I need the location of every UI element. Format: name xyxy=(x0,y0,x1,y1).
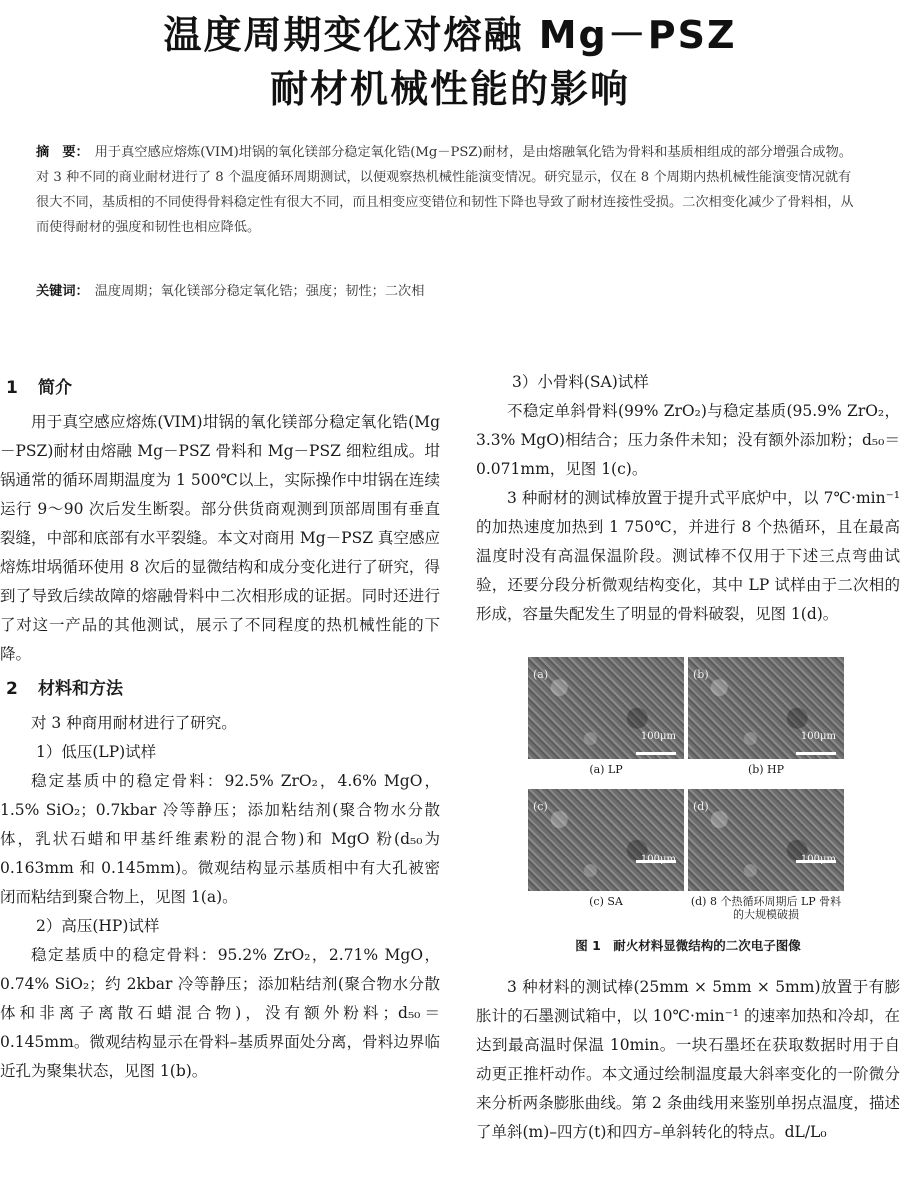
test-paragraph: 3 种耐材的测试棒放置于提升式平底炉中，以 7℃·min⁻¹ 的加热速度加热到 1 750℃，并进行 8 个热循环，且在最高温度时没有高温保温阶段。测试棒不仅用于下述三点弯曲试验，还要分段分析微观结构变化，其中 LP 试样由于二次相的形成，容量失配发生了明显的骨料破裂，见图 1(d)。 xyxy=(476,489,900,623)
micrograph-b xyxy=(688,657,844,759)
title-line-1: 温度周期变化对熔融 Mg－PSZ xyxy=(163,13,737,57)
lp-heading: 1）低压(LP)试样 xyxy=(36,743,157,761)
keywords-text: 温度周期；氧化镁部分稳定氧化锆；强度；韧性；二次相 xyxy=(94,284,425,299)
intro-paragraph: 用于真空感应熔炼(VIM)坩锅的氧化镁部分稳定氧化锆(Mg－PSZ)耐材由熔融 Mg－PSZ 骨料和 Mg－PSZ 细粒组成。坩锅通常的循环周期温度为 1 500℃以上，实际操作中坩锅在连续运行 9～90 次后发生断裂。部分供货商观测到顶部周围有垂直裂缝，中部和底部有水平裂缝。本文对商用 Mg－PSZ 真空感应熔炼坩埚循环使用 8 次后的显微结构和成分变化进行了研究，得到了导致后续故障的熔融骨料中二次相形成的证据。同时还进行了对这一产品的其他测试，展示了不同程度的热机械性能的下降。 xyxy=(0,413,440,663)
micrograph-d xyxy=(688,789,844,891)
section-1-title: 简介 xyxy=(38,378,72,398)
title-line-2: 耐材机械性能的影响 xyxy=(269,67,630,111)
keywords xyxy=(36,280,864,304)
dilatometer-paragraph: 3 种材料的测试棒(25mm × 5mm × 5mm)放置于有膨胀计的石墨测试箱中，以 10℃·min⁻¹ 的速率加热和冷却，在达到最高温时保温 10min。一块石墨坯在获取数据时用于自动更正推杆动作。本文通过绘制温度最大斜率变化的一阶微分来分析两条膨胀曲线。第 2 条曲线用来鉴别单拐点温度，描述了单斜(m)–四方(t)和四方–单斜转化的特点。dL/L₀ xyxy=(476,978,900,1141)
caption-c: (c) SA xyxy=(589,895,623,908)
figure-caption: 图 1 耐火材料显微结构的二次电子图像 xyxy=(575,938,801,953)
abstract xyxy=(36,140,864,240)
left-column xyxy=(0,368,440,1086)
section-2-heading xyxy=(0,669,440,709)
methods-intro: 对 3 种商用耐材进行了研究。 xyxy=(31,714,237,732)
panel-c-tag: (c) xyxy=(533,800,548,813)
section-1-number: 1 xyxy=(6,378,18,398)
abstract-text: 用于真空感应熔炼(VIM)坩锅的氧化镁部分稳定氧化锆(Mg－PSZ)耐材，是由熔融氧化锆为骨料和基质相组成的部分增强合成物。对 3 种不同的商业耐材进行了 8 个温度循环周期测试，以便观察热机械性能演变情况。研究显示，仅在 8 个周期内热机械性能演变情况就有很大不同，基质相的不同使得骨料稳定性有很大不同，而且相变应变错位和韧性下降也导致了耐材连接性受损。二次相变化减少了骨料相，从而使得耐材的强度和韧性也相应降低。 xyxy=(36,145,854,235)
hp-heading: 2）高压(HP)试样 xyxy=(36,917,160,935)
abstract-label: 摘 要： xyxy=(36,145,89,160)
panel-d-tag: (d) xyxy=(693,800,709,813)
scale-bar xyxy=(636,860,676,863)
caption-a: (a) LP xyxy=(589,763,623,776)
panel-b-tag: (b) xyxy=(693,668,709,681)
keywords-label: 关键词： xyxy=(36,284,89,299)
scale-bar xyxy=(796,860,836,863)
panel-b-scale: 100μm xyxy=(800,731,836,742)
hp-paragraph: 稳定基质中的稳定骨料：95.2% ZrO₂，2.71% MgO，0.74% SiO₂；约 2kbar 冷等静压；添加粘结剂(聚合物水分散体和非离子离散石蜡混合物)，没有额外粉料；d₅₀＝0.145mm。微观结构显示在骨料–基质界面处分离，骨料边界临近孔为聚集状态，见图 1(b)。 xyxy=(0,946,440,1080)
scale-bar xyxy=(796,752,836,755)
section-1-heading xyxy=(0,368,440,408)
panel-a-tag: (a) xyxy=(533,668,549,681)
micrograph-c xyxy=(528,789,684,891)
micrograph-a xyxy=(528,657,684,759)
section-2-number: 2 xyxy=(6,679,18,699)
panel-a-scale: 100μm xyxy=(640,731,676,742)
sa-heading: 3）小骨料(SA)试样 xyxy=(512,373,649,391)
figure-1 xyxy=(476,649,900,953)
right-column xyxy=(476,368,900,1147)
scale-bar xyxy=(636,752,676,755)
section-2-title: 材料和方法 xyxy=(38,679,123,699)
caption-d: (d) 8 个热循环周期后 LP 骨料的大规模破损 xyxy=(690,895,842,921)
lp-paragraph: 稳定基质中的稳定骨料：92.5% ZrO₂，4.6% MgO，1.5% SiO₂；0.7kbar 冷等静压；添加粘结剂(聚合物水分散体，乳状石蜡和甲基纤维素粉的混合物)和 MgO 粉(d₅₀为 0.163mm 和 0.145mm)。微观结构显示基质相中有大孔被密闭而粘结到聚合物上，见图 1(a)。 xyxy=(0,772,440,906)
sa-paragraph: 不稳定单斜骨料(99% ZrO₂)与稳定基质(95.9% ZrO₂，3.3% MgO)相结合；压力条件未知；没有额外添加粉；d₅₀＝0.071mm，见图 1(c)。 xyxy=(476,402,900,478)
caption-b: (b) HP xyxy=(747,763,785,776)
